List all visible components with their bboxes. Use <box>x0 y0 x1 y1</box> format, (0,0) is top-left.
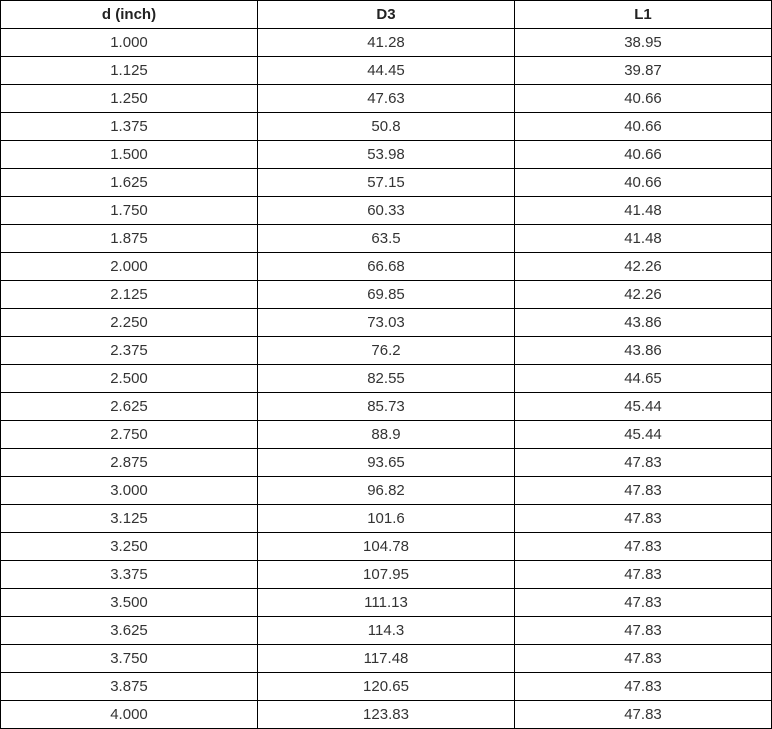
table-cell-d-inch: 3.375 <box>1 561 258 589</box>
table-cell-d-inch: 1.750 <box>1 197 258 225</box>
table-cell-d3: 60.33 <box>258 197 515 225</box>
table-cell-l1: 38.95 <box>515 29 772 57</box>
table-row <box>1 365 772 393</box>
table-cell-d-inch: 2.000 <box>1 253 258 281</box>
table-cell-d3: 63.5 <box>258 225 515 253</box>
table-cell-d3: 85.73 <box>258 393 515 421</box>
header-cell-l1: L1 <box>515 1 772 29</box>
table-cell-d3: 41.28 <box>258 29 515 57</box>
table-cell-d-inch: 1.125 <box>1 57 258 85</box>
table-cell-l1: 47.83 <box>515 477 772 505</box>
table-cell-d-inch: 1.250 <box>1 85 258 113</box>
table-row <box>1 533 772 561</box>
header-row <box>1 1 772 29</box>
table-row <box>1 701 772 729</box>
table-cell-d3: 117.48 <box>258 645 515 673</box>
table-row <box>1 309 772 337</box>
table-cell-d-inch: 3.875 <box>1 673 258 701</box>
table-cell-d3: 69.85 <box>258 281 515 309</box>
table-cell-d-inch: 3.750 <box>1 645 258 673</box>
table-cell-d3: 50.8 <box>258 113 515 141</box>
table-cell-d3: 88.9 <box>258 421 515 449</box>
table-cell-d-inch: 2.125 <box>1 281 258 309</box>
table-cell-l1: 40.66 <box>515 141 772 169</box>
table-cell-l1: 47.83 <box>515 701 772 729</box>
table-cell-d3: 107.95 <box>258 561 515 589</box>
table-row <box>1 29 772 57</box>
table-cell-d3: 114.3 <box>258 617 515 645</box>
table-cell-l1: 40.66 <box>515 85 772 113</box>
table-cell-d3: 96.82 <box>258 477 515 505</box>
table-cell-d-inch: 2.625 <box>1 393 258 421</box>
table-cell-l1: 47.83 <box>515 673 772 701</box>
table-row <box>1 589 772 617</box>
table-cell-l1: 47.83 <box>515 617 772 645</box>
table-cell-d3: 111.13 <box>258 589 515 617</box>
table-cell-d3: 76.2 <box>258 337 515 365</box>
table-cell-l1: 47.83 <box>515 505 772 533</box>
table-cell-d3: 73.03 <box>258 309 515 337</box>
table-cell-d-inch: 2.250 <box>1 309 258 337</box>
table-cell-d-inch: 4.000 <box>1 701 258 729</box>
table-row <box>1 421 772 449</box>
table-cell-d3: 47.63 <box>258 85 515 113</box>
table-cell-l1: 47.83 <box>515 449 772 477</box>
header-cell-d3: D3 <box>258 1 515 29</box>
table-cell-d-inch: 3.125 <box>1 505 258 533</box>
table-row <box>1 505 772 533</box>
table-cell-l1: 43.86 <box>515 309 772 337</box>
table-cell-d3: 101.6 <box>258 505 515 533</box>
table-cell-d-inch: 1.375 <box>1 113 258 141</box>
table-cell-d3: 57.15 <box>258 169 515 197</box>
table-cell-l1: 43.86 <box>515 337 772 365</box>
table-cell-l1: 41.48 <box>515 197 772 225</box>
table-cell-d-inch: 3.500 <box>1 589 258 617</box>
table-cell-d3: 123.83 <box>258 701 515 729</box>
table-cell-d-inch: 1.500 <box>1 141 258 169</box>
table-cell-l1: 41.48 <box>515 225 772 253</box>
table-row <box>1 141 772 169</box>
table-row <box>1 253 772 281</box>
table-cell-d3: 120.65 <box>258 673 515 701</box>
table-cell-l1: 39.87 <box>515 57 772 85</box>
table-cell-d3: 66.68 <box>258 253 515 281</box>
table-cell-d-inch: 2.875 <box>1 449 258 477</box>
table-header <box>1 1 772 29</box>
table-cell-d-inch: 2.375 <box>1 337 258 365</box>
table-row <box>1 477 772 505</box>
table-cell-l1: 44.65 <box>515 365 772 393</box>
table-row <box>1 57 772 85</box>
table-cell-l1: 40.66 <box>515 169 772 197</box>
table-row <box>1 449 772 477</box>
table-cell-l1: 40.66 <box>515 113 772 141</box>
table-cell-d-inch: 1.000 <box>1 29 258 57</box>
table-cell-l1: 47.83 <box>515 645 772 673</box>
header-cell-d-inch: d (inch) <box>1 1 258 29</box>
table-row <box>1 645 772 673</box>
table-cell-d3: 44.45 <box>258 57 515 85</box>
table-row <box>1 281 772 309</box>
table-row <box>1 617 772 645</box>
table-cell-d-inch: 1.625 <box>1 169 258 197</box>
table-cell-l1: 47.83 <box>515 561 772 589</box>
table-body <box>1 29 772 729</box>
table-row <box>1 337 772 365</box>
table-row <box>1 113 772 141</box>
table-row <box>1 393 772 421</box>
table-row <box>1 85 772 113</box>
table-cell-d3: 82.55 <box>258 365 515 393</box>
table-cell-l1: 47.83 <box>515 589 772 617</box>
table-cell-d-inch: 3.250 <box>1 533 258 561</box>
table-row <box>1 225 772 253</box>
table-cell-d-inch: 2.500 <box>1 365 258 393</box>
table-cell-l1: 45.44 <box>515 421 772 449</box>
table-cell-l1: 47.83 <box>515 533 772 561</box>
table-cell-l1: 42.26 <box>515 281 772 309</box>
table-cell-d3: 53.98 <box>258 141 515 169</box>
table-cell-d-inch: 1.875 <box>1 225 258 253</box>
table-row <box>1 169 772 197</box>
table-cell-d-inch: 2.750 <box>1 421 258 449</box>
table-row <box>1 673 772 701</box>
table-row <box>1 197 772 225</box>
table-cell-l1: 42.26 <box>515 253 772 281</box>
table-cell-d3: 104.78 <box>258 533 515 561</box>
table-cell-d-inch: 3.000 <box>1 477 258 505</box>
table-cell-d-inch: 3.625 <box>1 617 258 645</box>
table-row <box>1 561 772 589</box>
table-cell-d3: 93.65 <box>258 449 515 477</box>
table-cell-l1: 45.44 <box>515 393 772 421</box>
